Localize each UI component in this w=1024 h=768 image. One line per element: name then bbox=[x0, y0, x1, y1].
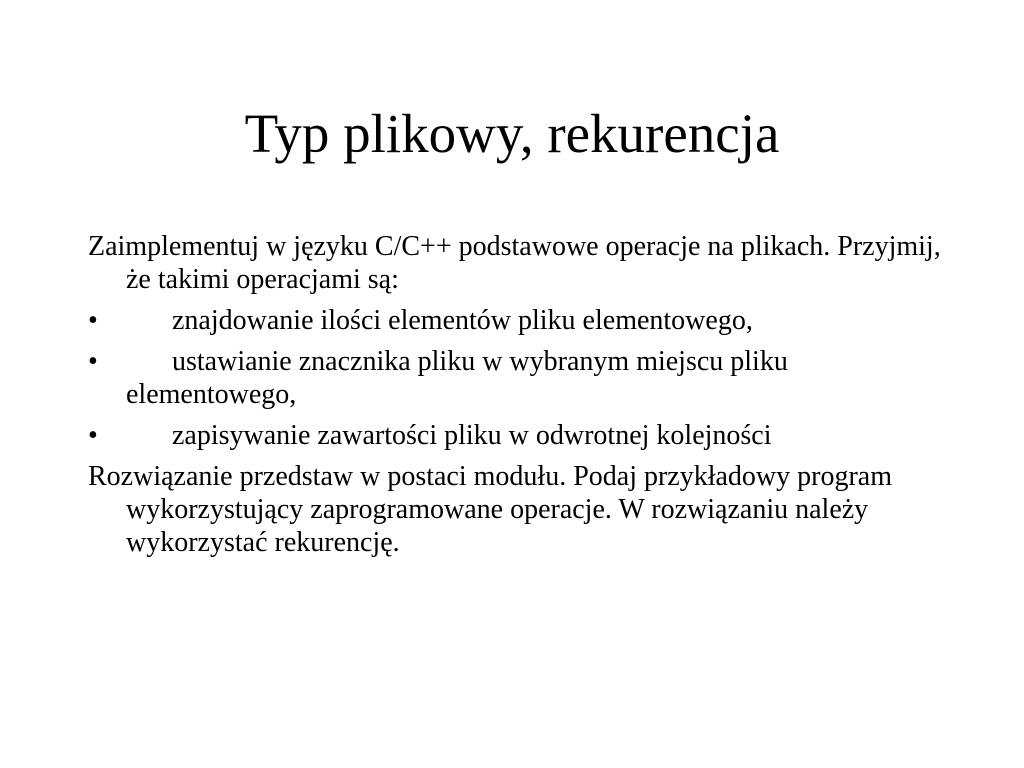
bullet-item bbox=[88, 304, 948, 337]
bullet-text: znajdowanie ilości elementów pliku elementowego, bbox=[172, 305, 753, 336]
bullet-text: zapisywanie zawartości pliku w odwrotnej kolejności bbox=[172, 420, 772, 451]
bullet-item bbox=[88, 345, 948, 411]
intro-paragraph: Zaimplementuj w języku C/C++ podstawowe operacje na plikach. Przyjmij, że takimi operacjami są: bbox=[88, 231, 941, 295]
bullet-text: ustawianie znacznika pliku w wybranym miejscu pliku elementowego, bbox=[126, 346, 788, 410]
slide-body bbox=[88, 230, 948, 559]
bullet-dot-icon: • bbox=[88, 305, 98, 336]
closing-paragraph: Rozwiązanie przedstaw w postaci modułu. Podaj przykładowy program wykorzystujący zaprogramowane operacje. W rozwiązaniu należy wykorzystać rekurencję. bbox=[88, 461, 893, 558]
bullet-dot-icon: • bbox=[88, 420, 98, 451]
slide-title: Typ plikowy, rekurencja bbox=[244, 103, 780, 164]
bullet-dot-icon: • bbox=[88, 346, 98, 377]
bullet-item bbox=[88, 419, 948, 452]
